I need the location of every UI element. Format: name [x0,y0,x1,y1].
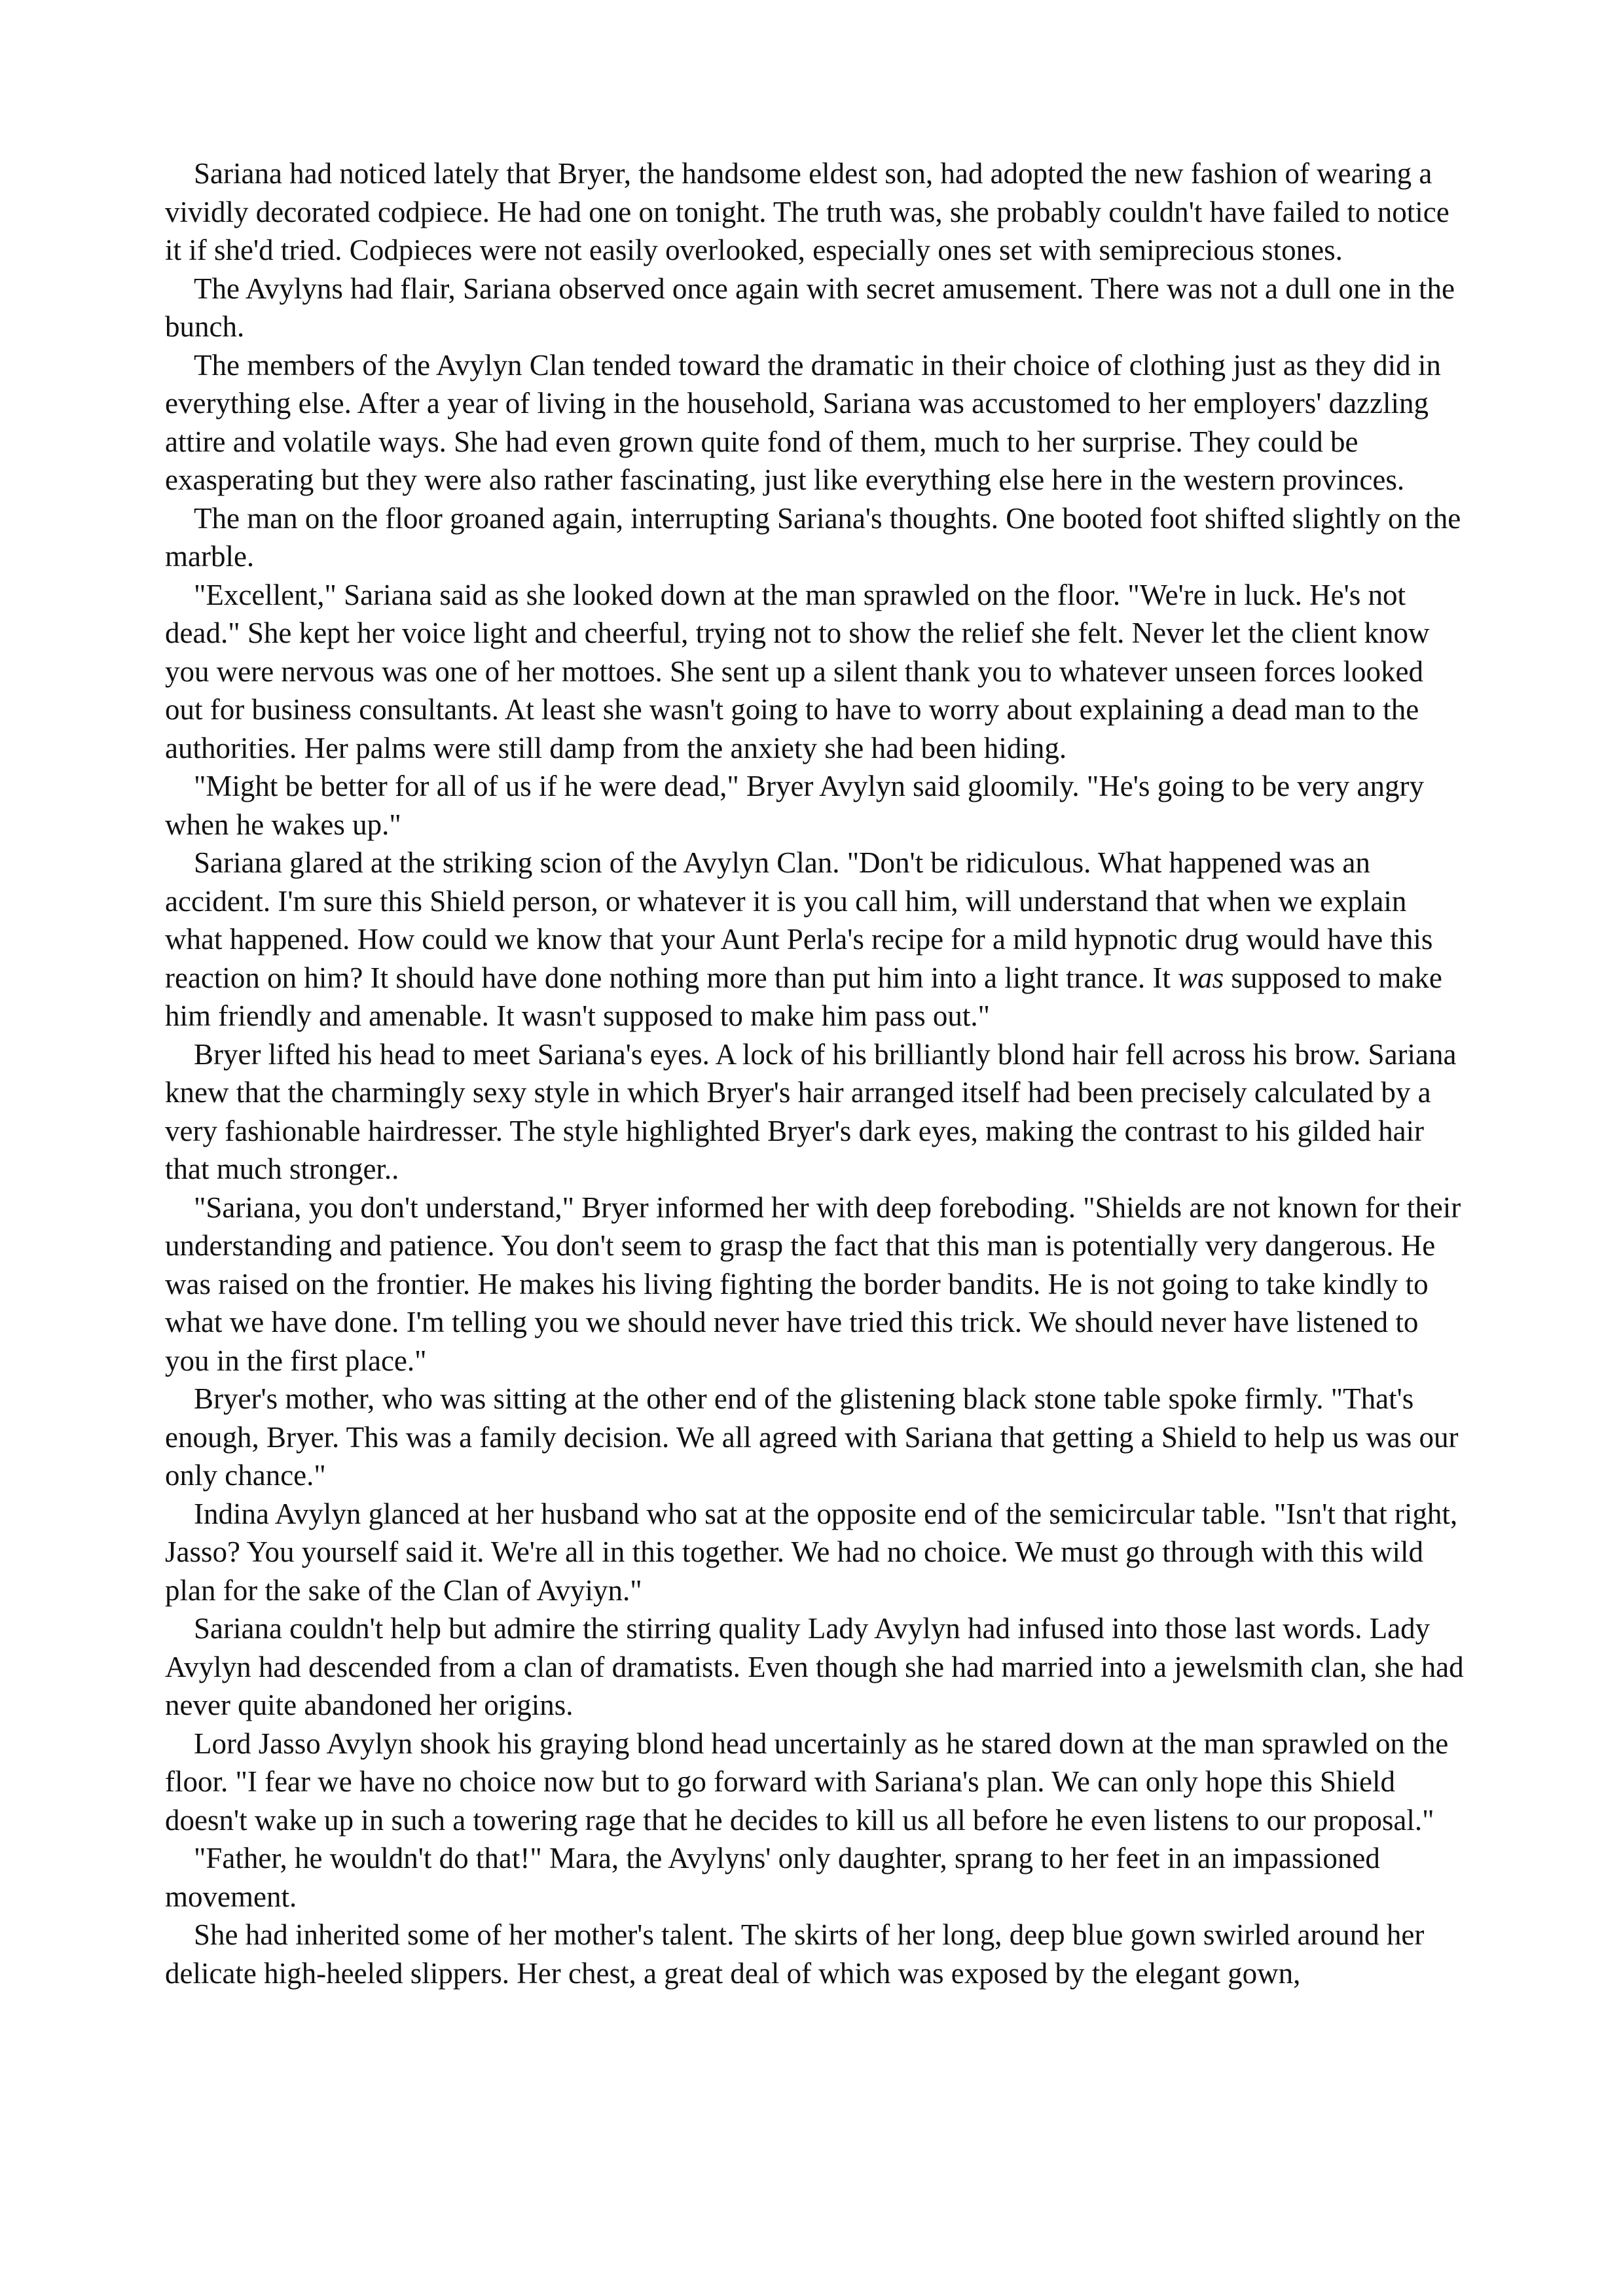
paragraph-9: "Sariana, you don't understand," Bryer informed her with deep foreboding. "Shields are not known for their understanding and patience. You don't seem to grasp the fact that this man is potentially very dangerous. He was raised on the frontier. He makes his living fighting the border bandits. He is not going to take kindly to what we have done. I'm telling you we should never have tried this trick. We should never have listened to you in the first place." [165,1191,1461,1377]
paragraph-6: "Might be better for all of us if he were dead," Bryer Avylyn said gloomily. "He's going to be very angry when he wakes up." [165,770,1425,841]
paragraph-4: The man on the floor groaned again, interrupting Sariana's thoughts. One booted foot shifted slightly on the marble. [165,501,1461,573]
paragraph-15: She had inherited some of her mother's talent. The skirts of her long, deep blue gown swirled around her delicate high-heeled slippers. Her chest, a great deal of which was exposed by the elegant gown, [165,1918,1425,1990]
paragraph-7-emphasis: was [1178,961,1224,994]
paragraph-14: "Father, he wouldn't do that!" Mara, the Avylyns' only daughter, sprang to her feet in an impassioned movement. [165,1842,1380,1913]
paragraph-11: Indina Avylyn glanced at her husband who sat at the opposite end of the semicircular table. "Isn't that right, Jasso? You yourself said it. We're all in this together. We had no choice. We must go through with this wild plan for the sake of the Clan of Avyiyn." [165,1497,1458,1607]
paragraph-7-text-before: Sariana glared at the striking scion of the Avylyn Clan. "Don't be ridiculous. What happened was an accident. I'm sure this Shield person, or whatever it is you call him, will understand that when we explain what happened. How could we know that your Aunt Perla's recipe for a mild hypnotic drug would have this reaction on him? It should have done nothing more than put him into a light trance. It [165,846,1433,994]
paragraph-12: Sariana couldn't help but admire the stirring quality Lady Avylyn had infused into those last words. Lady Avylyn had descended from a clan of dramatists. Even though she had married into a jewelsmith clan, she had never quite abandoned her origins. [165,1612,1464,1721]
paragraph-13: Lord Jasso Avylyn shook his graying blond head uncertainly as he stared down at the man sprawled on the floor. "I fear we have no choice now but to go forward with Sariana's plan. We can only hope this Shield doesn't wake up in such a towering rage that he decides to kill us all before he even listens to our proposal." [165,1727,1449,1837]
paragraph-10: Bryer's mother, who was sitting at the other end of the glistening black stone table spoke firmly. "That's enough, Bryer. This was a family decision. We all agreed with Sariana that getting a Shield to help us was our only chance." [165,1382,1459,1492]
paragraph-8: Bryer lifted his head to meet Sariana's eyes. A lock of his brilliantly blond hair fell across his brow. Sariana knew that the charmingly sexy style in which Bryer's hair arranged itself had been precisely calculated by a very fashionable hairdresser. The style highlighted Bryer's dark eyes, making the contrast to his gilded hair that much stronger.. [165,1037,1457,1185]
paragraph-1: Sariana had noticed lately that Bryer, the handsome eldest son, had adopted the new fashion of wearing a vividly decorated codpiece. He had one on tonight. The truth was, she probably couldn't have failed to notice it if she'd tried. Codpieces were not easily overlooked, especially ones set with semiprecious stones. [165,157,1450,266]
paragraph-3: The members of the Avylyn Clan tended toward the dramatic in their choice of clothing just as they did in everything else. After a year of living in the household, Sariana was accustomed to her employers' dazzling attire and volatile ways. She had even grown quite fond of them, much to her surprise. They could be exasperating but they were also rather fascinating, just like everything else here in the western provinces. [165,348,1441,496]
paragraph-7-text-after: supposed to make him friendly and amenable. It wasn't supposed to make him pass out." [165,961,1442,1032]
document-page [165,154,1468,1992]
paragraph-7 [165,844,1468,1035]
paragraph-5: "Excellent," Sariana said as she looked down at the man sprawled on the floor. "We're in luck. He's not dead." She kept her voice light and cheerful, trying not to show the relief she felt. Never let the client know you were nervous was one of her mottoes. She sent up a silent thank you to whatever unseen forces looked out for business consultants. At least she wasn't going to have to worry about explaining a dead man to the authorities. Her palms were still damp from the anxiety she had been hiding. [165,578,1430,764]
paragraph-2: The Avylyns had flair, Sariana observed once again with secret amusement. There was not a dull one in the bunch. [165,272,1455,343]
